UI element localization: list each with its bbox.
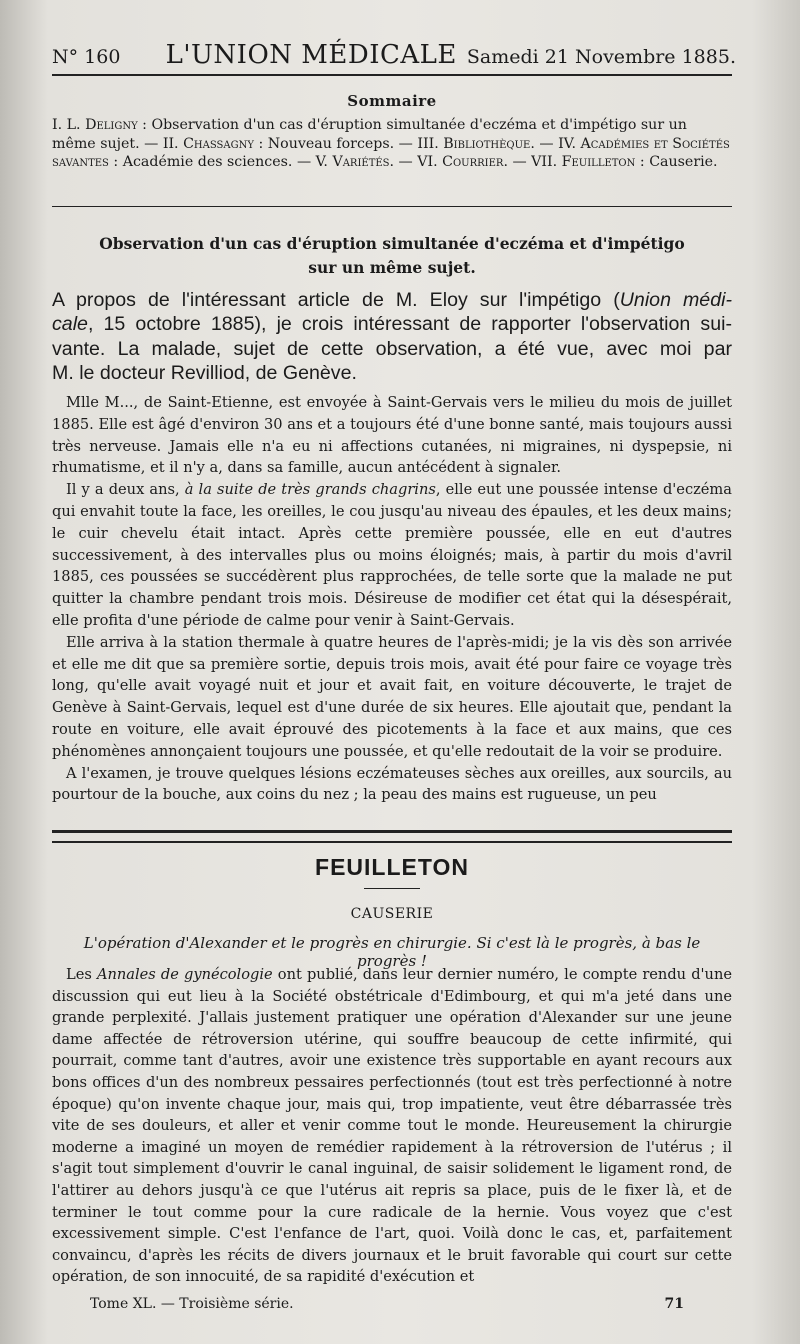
lead-line: A propos de l'intéressant article de M. Eloy sur l'impétigo (Union médi- — [52, 289, 732, 311]
sommaire-item: VI. Courrier. — — [417, 154, 532, 170]
sommaire-item: II. Chassagny : Nouveau forceps. — — [162, 135, 418, 152]
sommaire-item: I. L. Deligny : Observation d'un cas d'éruption simultanée d'eczéma et d'impétigo sur un même sujet. — — [52, 117, 687, 152]
journal-title: L'UNION MÉDICALE — [165, 40, 457, 70]
header-rule — [52, 74, 732, 76]
issue-number: N° 160 — [52, 46, 121, 68]
feuilleton-rule — [52, 830, 732, 843]
sommaire-item: IV. Académies et Sociétés savantes : Académie des sciences. — — [52, 135, 730, 170]
lead-line: cale, 15 octobre 1885), je crois intéressant de rapporter l'observation sui- — [52, 313, 732, 336]
lead-line: M. le docteur Revilliod, de Genève. — [52, 362, 357, 385]
sommaire-list — [52, 116, 732, 172]
article-title-line: sur un même sujet. — [308, 258, 476, 277]
paragraph: Elle arriva à la station thermale à quatre heures de l'après-midi; je la vis dès son arrivée et elle me dit que sa première sortie, depuis trois mois, avait été pour faire ce voyage très long, qu'elle avait voyagé nuit et jour et avait fait, en voiture découverte, le trajet de Genève à Saint-Gervais, lequel est d'une durée de six heures. Elle ajoutait que, pendant la route en voiture, elle avait éprouvé des picotements à la face et aux mains, que ces phénomènes annonçaient toujours une poussée, et qu'elle redoutait de la voir se produire. — [52, 633, 732, 760]
feuilleton-subtitle: L'opération d'Alexander et le progrès en chirurgie. Si c'est là le progrès, à bas le progrès ! — [83, 934, 701, 970]
article-title-line: Observation d'un cas d'éruption simultanée d'eczéma et d'impétigo — [99, 234, 685, 253]
page-footer — [52, 1296, 732, 1318]
paragraph: Il y a deux ans, à la suite de très grands chagrins, elle eut une poussée intense d'eczéma qui envahit toute la face, les oreilles, le cou jusqu'au niveau des épaules, et les deux mains; le cuir chevelu était intact. Après cette première poussée, elle en eut d'autres successivement, à des intervalles plus ou moins éloignés; mais, à partir du mois d'avril 1885, ces poussées se succédèrent plus rapprochées, de telle sorte que la malade ne put quitter la chambre pendant trois mois. Désireuse de modifier cet état qui la désespérait, elle profita d'une période de calme pour venir à Saint-Gervais. — [52, 481, 732, 629]
paragraph: Mlle M..., de Saint-Etienne, est envoyée à Saint-Gervais vers le milieu du mois de juillet 1885. Elle est âgé d'environ 30 ans et a toujours été d'une bonne santé, mais toujours aussi très nerveuse. Jamais elle n'a eu ni affections cutanées, ni migraines, ni dyspepsie, ni rhumatisme, et il n'y a, dans sa famille, aucun antécédent à signaler. — [52, 394, 732, 477]
sommaire-item: V. Variétés. — — [315, 154, 418, 170]
paragraph: A l'examen, je trouve quelques lésions eczémateuses sèches aux oreilles, aux sourcils, au pourtour de la bouche, aux coins du nez ; la peau des mains est rugueuse, un peu — [52, 764, 732, 804]
issue-date: Samedi 21 Novembre 1885. — [466, 46, 736, 68]
page-number: 71 — [664, 1296, 684, 1312]
article-body — [52, 392, 732, 806]
paragraph: Les Annales de gynécologie ont publié, dans leur dernier numéro, le compte rendu d'une discussion qui eut lieu à la Société obstétricale d'Edimbourg, et qui m'a jeté dans une grande perplexité. J'allais justement pratiquer une opération d'Alexander sur une jeune dame affectée de rétroversion utérine, qui souffre beaucoup de cette infirmité, qui pourrait, comme tant d'autres, avoir une existence très supportable en ayant recours aux bons offices d'un des nombreux pessaires perfectionnés (tout est très perfectionné à notre époque) qu'on invente chaque jour, mais qui, trop impatiente, veut être débarrassée très vite de ses douleurs, et aller et venir comme tout le monde. Heureusement la chirurgie moderne a imaginé un moyen de remédier rapidement à la rétroversion de l'utérus ; il s'agit tout simplement d'ouvrir le canal inguinal, de saisir solidement le ligament rond, de l'attirer au dehors jusqu'à ce que l'utérus ait repris sa place, puis de le fixer là, et de terminer le tout comme pour la cure radicale de la hernie. Vous voyez que c'est excessivement simple. C'est l'enfance de l'art, quoi. Voilà donc le cas, et, parfaitement convaincu, d'après les récits de divers journaux et le bruit favorable qui court sur cette opération, de son innocuité, de sa rapidité d'exécution et — [52, 966, 732, 1286]
article-title — [52, 232, 732, 280]
feuilleton-body — [52, 964, 732, 1288]
feuilleton-title: FEUILLETON — [315, 854, 469, 880]
volume-info: Tome XL. — Troisième série. — [90, 1296, 294, 1312]
feuilleton-underline — [364, 888, 420, 889]
article-lead — [52, 288, 732, 386]
lead-line: vante. La malade, sujet de cette observation, a été vue, avec moi par — [52, 337, 732, 360]
sommaire-rule — [52, 206, 732, 207]
sommaire-item: III. Bibliothèque. — — [417, 135, 559, 152]
sommaire-item: VII. Feuilleton : Causerie. — [531, 154, 718, 170]
sommaire-title: Sommaire — [347, 92, 437, 110]
section-title: CAUSERIE — [350, 906, 434, 922]
running-head — [52, 40, 736, 76]
